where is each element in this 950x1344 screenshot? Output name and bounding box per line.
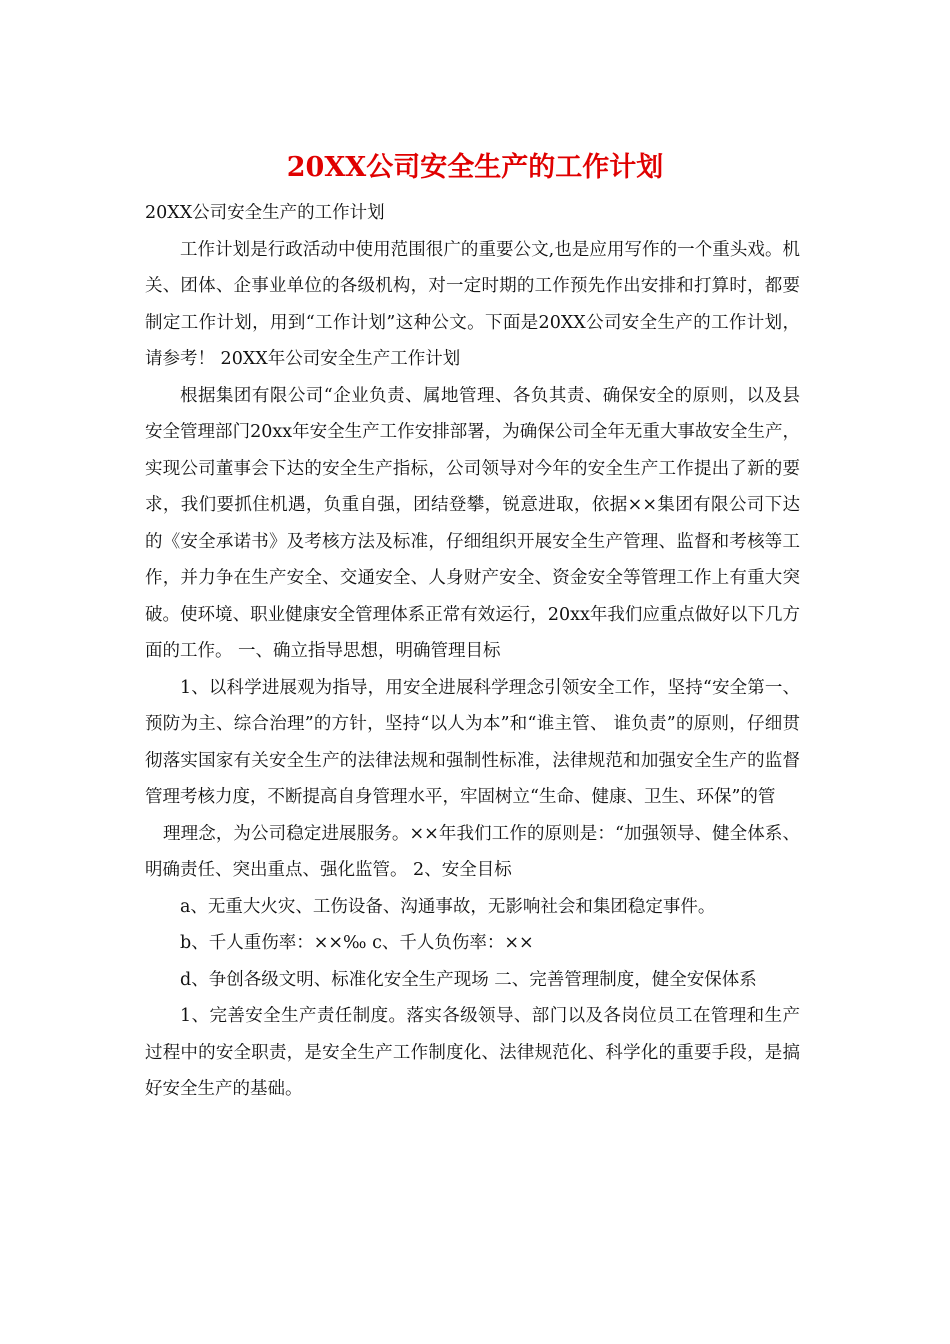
paragraph-target-d: d、争创各级文明、标准化安全生产现场 二、完善管理制度，健全安保体系 (180, 969, 757, 990)
paragraph-guiding-principle: 1、以科学进展观为指导，用安全进展科学理念引领安全工作，坚持“安全第一、预防为主、综合治理”的方针，坚持“以人为本”和“谁主管、 谁负责”的原则，仔细贯彻落实国家有关安全生产的法律法规和强制性标准，法律规范和加强安全生产的监督管理考核力度，不断提高自身管理水平，牢固树立“生命、健康、卫生、环保”的管 (145, 677, 800, 807)
document-title: 20XX公司安全生产的工作计划 (286, 152, 664, 183)
paragraph-intro: 工作计划是行政活动中使用范围很广的重要公文,也是应用写作的一个重头戏。机关、团体、企事业单位的各级机构，对一定时期的工作预先作出安排和打算时，都要制定工作计划，用到“工作计划”这种公文。下面是20XX公司安全生产的工作计划，请参考！ 20XX年公司安全生产工作计划 (145, 239, 800, 369)
paragraph-target-a: a、无重大火灾、工伤设备、沟通事故，无影响社会和集团稳定事件。 (180, 896, 716, 917)
paragraph-background: 根据集团有限公司“企业负责、属地管理、各负其责、确保安全的原则，以及县安全管理部门20xx年安全生产工作安排部署，为确保公司全年无重大事故安全生产，实现公司董事会下达的安全生产指标，公司领导对今年的安全生产工作提出了新的要求，我们要抓住机遇，负重自强，团结登攀，锐意进取，依据××集团有限公司下达的《安全承诺书》及考核方法及标准，仔细组织开展安全生产管理、监督和考核等工作，并力争在生产安全、交通安全、人身财产安全、资金安全等管理工作上有重大突破。使环境、职业健康安全管理体系正常有效运行，20xx年我们应重点做好以下几方面的工作。 一、确立指导思想，明确管理目标 (145, 385, 800, 661)
paragraph-target-b: b、千人重伤率：××‰ c、千人负伤率：×× (180, 933, 534, 953)
document-subtitle: 20XX公司安全生产的工作计划 (145, 203, 385, 223)
document-body (145, 195, 800, 1108)
paragraph-responsibility-system: 1、完善安全生产责任制度。落实各级领导、部门以及各岗位员工在管理和生产过程中的安全职责，是安全生产工作制度化、法律规范化、科学化的重要手段，是搞好安全生产的基础。 (145, 1006, 800, 1099)
paragraph-management-concept: 理理念，为公司稳定进展服务。××年我们工作的原则是：“加强领导、健全体系、明确责任、突出重点、强化监管。 2、安全目标 (145, 823, 800, 880)
